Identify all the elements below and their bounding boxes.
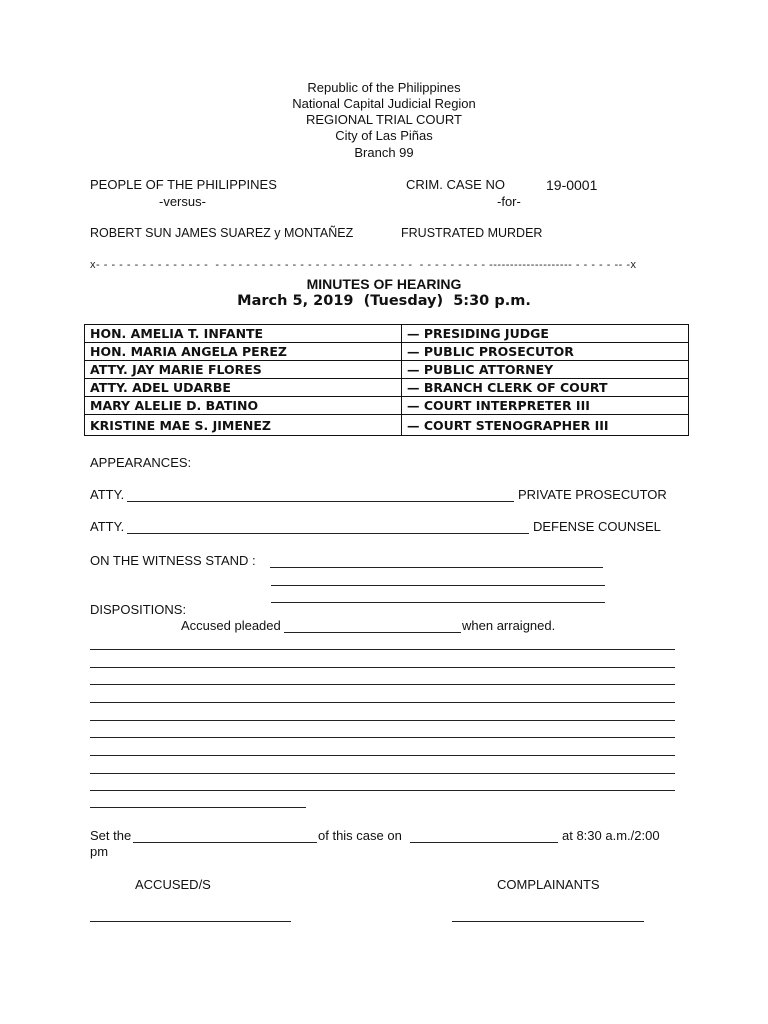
offense: FRUSTRATED MURDER	[401, 226, 543, 240]
plea-field[interactable]	[284, 618, 461, 633]
officer-role: — COURT INTERPRETER III	[402, 397, 689, 415]
time-label: at 8:30 a.m./2:00	[562, 828, 660, 843]
header-court: REGIONAL TRIAL COURT	[305, 112, 463, 127]
disposition-line[interactable]	[90, 720, 675, 721]
pm-label: pm	[90, 844, 109, 859]
for-label: -for-	[497, 194, 521, 209]
disposition-line[interactable]	[90, 649, 675, 650]
witness-field-2[interactable]	[271, 571, 605, 586]
case-number: 19-0001	[546, 177, 598, 193]
disposition-line[interactable]	[90, 807, 306, 808]
hearing-date: March 5, 2019 (Tuesday) 5:30 p.m.	[237, 293, 531, 309]
table-row	[85, 397, 689, 415]
accused-name: ROBERT SUN JAMES SUAREZ y MONTAÑEZ	[90, 226, 354, 240]
complainants-signature-label: COMPLAINANTS	[497, 877, 600, 892]
setting-field[interactable]	[133, 828, 317, 843]
accused-pleaded-label: Accused pleaded	[181, 618, 281, 633]
complainants-signature-line[interactable]	[452, 908, 644, 922]
accused-signature-label: ACCUSED/S	[135, 877, 211, 892]
officer-name: KRISTINE MAE S. JIMENEZ	[85, 415, 402, 436]
atty-prefix: ATTY.	[90, 519, 125, 534]
officer-name: MARY ALELIE D. BATINO	[85, 397, 402, 415]
date-field[interactable]	[410, 828, 558, 843]
caption-separator: x- - - - - - - - - - - - - - - - - - - - - - - - - - - - - - - - - - - - - - - - - - - - - - - - - - -------------------- - - - - - -- -x	[90, 259, 637, 271]
officer-role: — PUBLIC ATTORNEY	[402, 361, 689, 379]
disposition-line[interactable]	[90, 773, 675, 774]
disposition-line[interactable]	[90, 737, 675, 738]
officer-name: ATTY. ADEL UDARBE	[85, 379, 402, 397]
table-row	[85, 379, 689, 397]
header-region: National Capital Judicial Region	[292, 96, 476, 111]
private-prosecutor-label: PRIVATE PROSECUTOR	[518, 487, 667, 502]
appearances-label: APPEARANCES:	[90, 455, 192, 470]
of-this-case-label: of this case on	[318, 828, 402, 843]
table-row	[85, 325, 689, 343]
officer-name: HON. MARIA ANGELA PEREZ	[85, 343, 402, 361]
when-arraigned-label: when arraigned.	[462, 618, 556, 633]
defense-counsel-label: DEFENSE COUNSEL	[533, 519, 661, 534]
table-row	[85, 343, 689, 361]
witness-field-1[interactable]	[270, 553, 603, 568]
header-branch: Branch 99	[354, 145, 414, 160]
disposition-line[interactable]	[90, 790, 675, 791]
versus: -versus-	[159, 194, 206, 209]
disposition-line[interactable]	[90, 667, 675, 668]
defense-counsel-field[interactable]	[127, 519, 529, 534]
disposition-line[interactable]	[90, 755, 675, 756]
witness-field-3[interactable]	[271, 588, 605, 603]
officer-role: — PUBLIC PROSECUTOR	[402, 343, 689, 361]
header-republic: Republic of the Philippines	[307, 80, 461, 95]
table-row	[85, 415, 689, 436]
officer-role: — BRANCH CLERK OF COURT	[402, 379, 689, 397]
officer-role: — COURT STENOGRAPHER III	[402, 415, 689, 436]
dispositions-label: DISPOSITIONS:	[90, 602, 187, 617]
disposition-line[interactable]	[90, 684, 675, 685]
atty-prefix: ATTY.	[90, 487, 125, 502]
case-label: CRIM. CASE NO	[406, 177, 505, 192]
minutes-title: MINUTES OF HEARING	[306, 276, 462, 292]
officer-name: HON. AMELIA T. INFANTE	[85, 325, 402, 343]
officer-name: ATTY. JAY MARIE FLORES	[85, 361, 402, 379]
disposition-line[interactable]	[90, 702, 675, 703]
witness-stand-label: ON THE WITNESS STAND :	[90, 553, 256, 568]
plaintiff: PEOPLE OF THE PHILIPPINES	[90, 177, 277, 192]
header-city: City of Las Piñas	[335, 128, 433, 143]
private-prosecutor-field[interactable]	[127, 487, 514, 502]
table-row	[85, 361, 689, 379]
court-officers-table	[84, 324, 689, 436]
accused-signature-line[interactable]	[90, 908, 291, 922]
officer-role: — PRESIDING JUDGE	[402, 325, 689, 343]
set-the-label: Set the	[90, 828, 132, 843]
